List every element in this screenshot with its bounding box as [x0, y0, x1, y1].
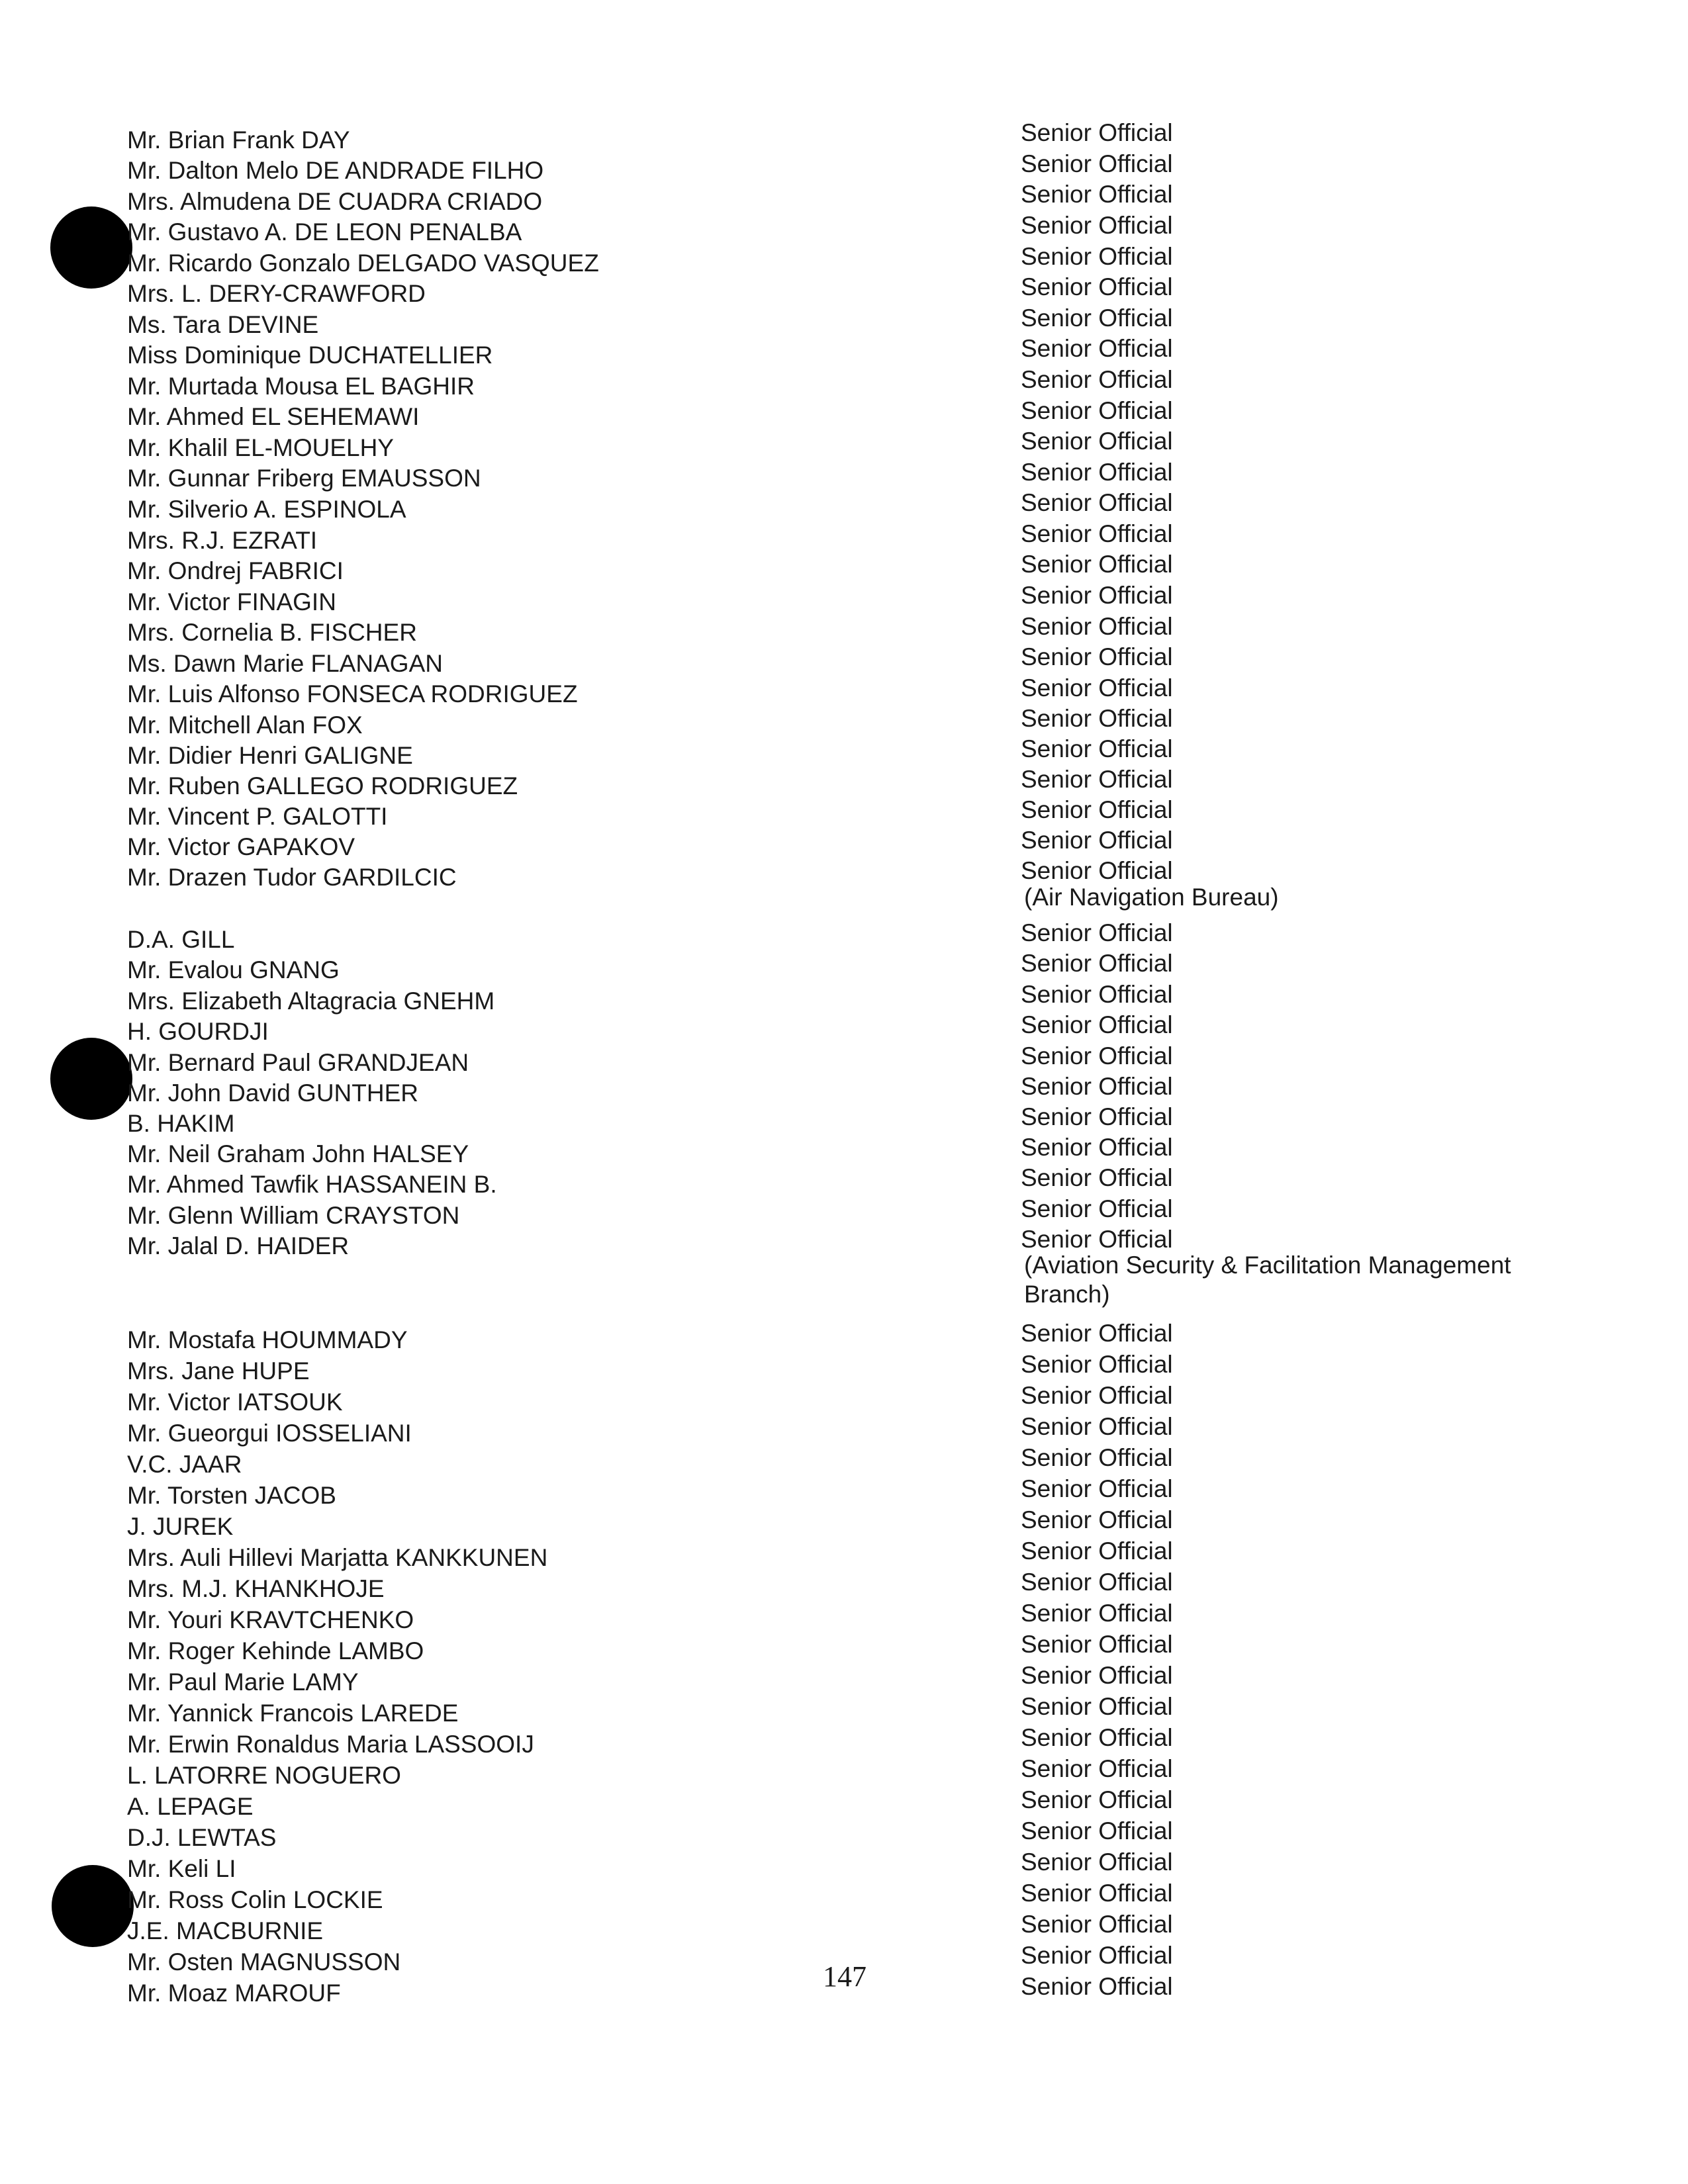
entry-title: Senior Official: [1021, 243, 1173, 270]
entry-title: Senior Official: [1021, 705, 1173, 732]
entry-name: Mr. Erwin Ronaldus Maria LASSOOIJ: [127, 1731, 534, 1758]
entry-title: Senior Official: [1021, 1011, 1173, 1038]
entry-name: Mr. Ahmed EL SEHEMAWI: [127, 403, 420, 430]
entry-name: Mrs. L. DERY-CRAWFORD: [127, 280, 426, 307]
entry-name: Mr. Bernard Paul GRANDJEAN: [127, 1049, 469, 1076]
entry-title: Senior Official: [1021, 1444, 1173, 1471]
entry-name: Mr. Luis Alfonso FONSECA RODRIGUEZ: [127, 680, 578, 707]
entry-name: Mr. Murtada Mousa EL BAGHIR: [127, 373, 475, 400]
entry-title: Senior Official: [1021, 428, 1173, 455]
entry-title: Senior Official: [1021, 1475, 1173, 1502]
entry-name: Miss Dominique DUCHATELLIER: [127, 341, 493, 369]
entry-name: Mrs. Auli Hillevi Marjatta KANKKUNEN: [127, 1544, 548, 1571]
entry-name: Mr. Mostafa HOUMMADY: [127, 1326, 408, 1353]
entry-title: Senior Official: [1021, 766, 1173, 793]
entry-title: Senior Official: [1021, 643, 1173, 670]
entry-title: Senior Official: [1021, 520, 1173, 547]
entry-title: Senior Official: [1021, 1786, 1173, 1813]
entry-name: Mr. Ross Colin LOCKIE: [127, 1886, 383, 1913]
entry-title: Senior Official: [1021, 950, 1173, 977]
entry-title: Senior Official: [1021, 1042, 1173, 1069]
entry-name: Mr. John David GUNTHER: [127, 1079, 418, 1107]
entry-name: Mr. Drazen Tudor GARDILCIC: [127, 864, 457, 891]
entry-title: Senior Official: [1021, 335, 1173, 362]
entry-title: Senior Official: [1021, 857, 1173, 884]
entry-name: Mr. Glenn William CRAYSTON: [127, 1202, 460, 1229]
entry-title: Senior Official: [1021, 1226, 1173, 1253]
entry-title: Senior Official: [1021, 1134, 1173, 1161]
entry-name: Mr. Silverio A. ESPINOLA: [127, 496, 406, 523]
entry-title: Senior Official: [1021, 366, 1173, 393]
entry-title: Senior Official: [1021, 582, 1173, 609]
entry-name: Mr. Ondrej FABRICI: [127, 557, 344, 584]
entry-title: Senior Official: [1021, 1848, 1173, 1876]
entry-name: Mrs. Elizabeth Altagracia GNEHM: [127, 987, 495, 1015]
punch-hole-middle: [50, 1038, 132, 1120]
entry-name: Mr. Yannick Francois LAREDE: [127, 1700, 459, 1727]
entry-title: Senior Official: [1021, 1911, 1173, 1938]
entry-name: B. HAKIM: [127, 1110, 235, 1137]
entry-name: Mr. Brian Frank DAY: [127, 126, 350, 154]
entry-name: Mr. Jalal D. HAIDER: [127, 1232, 350, 1259]
entry-title: Senior Official: [1021, 796, 1173, 823]
entry-name: Ms. Dawn Marie FLANAGAN: [127, 650, 443, 677]
entry-name: H. GOURDJI: [127, 1018, 269, 1045]
entry-name: Mr. Neil Graham John HALSEY: [127, 1140, 469, 1167]
entry-name: Mr. Vincent P. GALOTTI: [127, 803, 388, 830]
entry-title: Senior Official: [1021, 1693, 1173, 1720]
entry-name: J.E. MACBURNIE: [127, 1917, 324, 1944]
entry-name: V.C. JAAR: [127, 1451, 242, 1478]
entry-name: L. LATORRE NOGUERO: [127, 1762, 401, 1789]
entry-name: Mr. Victor IATSOUK: [127, 1388, 343, 1416]
entry-name: J. JUREK: [127, 1513, 234, 1540]
entry-name: Mr. Keli LI: [127, 1855, 236, 1882]
entry-title: Senior Official: [1021, 119, 1173, 146]
entry-title: Senior Official: [1021, 181, 1173, 208]
entry-title: Senior Official: [1021, 613, 1173, 640]
entry-title: Senior Official: [1021, 1382, 1173, 1409]
entry-name: Ms. Tara DEVINE: [127, 311, 319, 338]
entry-title: Senior Official: [1021, 150, 1173, 177]
entry-name: Mr. Torsten JACOB: [127, 1482, 336, 1509]
entry-title: Senior Official: [1021, 212, 1173, 239]
entry-title: Senior Official: [1021, 1880, 1173, 1907]
entry-title: Senior Official: [1021, 1103, 1173, 1130]
entry-title: Senior Official: [1021, 1537, 1173, 1565]
entry-name: Mrs. R.J. EZRATI: [127, 527, 318, 554]
entry-name: D.J. LEWTAS: [127, 1824, 277, 1851]
entry-name: Mr. Youri KRAVTCHENKO: [127, 1606, 414, 1633]
entry-name: Mr. Dalton Melo DE ANDRADE FILHO: [127, 157, 544, 184]
entry-name: Mr. Gunnar Friberg EMAUSSON: [127, 465, 481, 492]
entry-name: Mr. Didier Henri GALIGNE: [127, 742, 413, 769]
punch-hole-top: [50, 206, 132, 289]
entry-name: Mrs. Jane HUPE: [127, 1357, 310, 1385]
entry-name: D.A. GILL: [127, 926, 235, 953]
entry-title: Senior Official: [1021, 1195, 1173, 1222]
entry-title: Senior Official: [1021, 735, 1173, 762]
entry-title: Senior Official: [1021, 1755, 1173, 1782]
entry-name: A. LEPAGE: [127, 1793, 254, 1820]
entry-name: Mr. Khalil EL-MOUELHY: [127, 434, 394, 461]
entry-title: Senior Official: [1021, 1662, 1173, 1689]
entry-department-note: (Aviation Security & Facilitation Management: [1024, 1251, 1511, 1279]
entry-title: Senior Official: [1021, 1600, 1173, 1627]
entry-title: Senior Official: [1021, 919, 1173, 946]
entry-department-note: (Air Navigation Bureau): [1024, 884, 1279, 911]
entry-title: Senior Official: [1021, 1413, 1173, 1440]
entry-title: Senior Official: [1021, 304, 1173, 332]
entry-name: Mr. Ahmed Tawfik HASSANEIN B.: [127, 1171, 497, 1198]
entry-title: Senior Official: [1021, 397, 1173, 424]
entry-name: Mr. Ricardo Gonzalo DELGADO VASQUEZ: [127, 250, 599, 277]
entry-name: Mr. Paul Marie LAMY: [127, 1668, 359, 1696]
entry-title: Senior Official: [1021, 489, 1173, 516]
entry-name: Mr. Evalou GNANG: [127, 956, 340, 983]
entry-title: Senior Official: [1021, 1631, 1173, 1658]
entry-title: Senior Official: [1021, 1973, 1173, 2000]
punch-hole-bottom: [52, 1865, 134, 1947]
entry-name: Mr. Osten MAGNUSSON: [127, 1948, 401, 1976]
entry-name: Mr. Victor FINAGIN: [127, 588, 336, 615]
entry-title: Senior Official: [1021, 1817, 1173, 1844]
entry-title: Senior Official: [1021, 459, 1173, 486]
entry-name: Mr. Moaz MAROUF: [127, 1979, 341, 2007]
entry-name: Mrs. Cornelia B. FISCHER: [127, 619, 417, 646]
entry-title: Senior Official: [1021, 1351, 1173, 1378]
entry-title: Senior Official: [1021, 1569, 1173, 1596]
entry-name: Mr. Gustavo A. DE LEON PENALBA: [127, 218, 522, 246]
entry-title: Senior Official: [1021, 674, 1173, 702]
entry-title: Senior Official: [1021, 551, 1173, 578]
page-number: 147: [823, 1960, 867, 1993]
entry-name: Mr. Roger Kehinde LAMBO: [127, 1637, 424, 1664]
entry-title: Senior Official: [1021, 1506, 1173, 1533]
entry-name: Mrs. Almudena DE CUADRA CRIADO: [127, 188, 543, 215]
entry-title: Senior Official: [1021, 1164, 1173, 1191]
entry-name: Mr. Mitchell Alan FOX: [127, 711, 363, 739]
entry-name: Mr. Gueorgui IOSSELIANI: [127, 1420, 412, 1447]
entry-title: Senior Official: [1021, 827, 1173, 854]
entry-title: Senior Official: [1021, 273, 1173, 300]
entry-title: Senior Official: [1021, 1073, 1173, 1100]
entry-title: Senior Official: [1021, 1942, 1173, 1969]
entry-title: Senior Official: [1021, 1320, 1173, 1347]
entry-name: Mr. Victor GAPAKOV: [127, 833, 355, 860]
entry-title: Senior Official: [1021, 1724, 1173, 1751]
entry-department-note-continued: Branch): [1024, 1281, 1110, 1308]
entry-name: Mr. Ruben GALLEGO RODRIGUEZ: [127, 772, 518, 799]
entry-title: Senior Official: [1021, 981, 1173, 1008]
entry-name: Mrs. M.J. KHANKHOJE: [127, 1575, 385, 1602]
